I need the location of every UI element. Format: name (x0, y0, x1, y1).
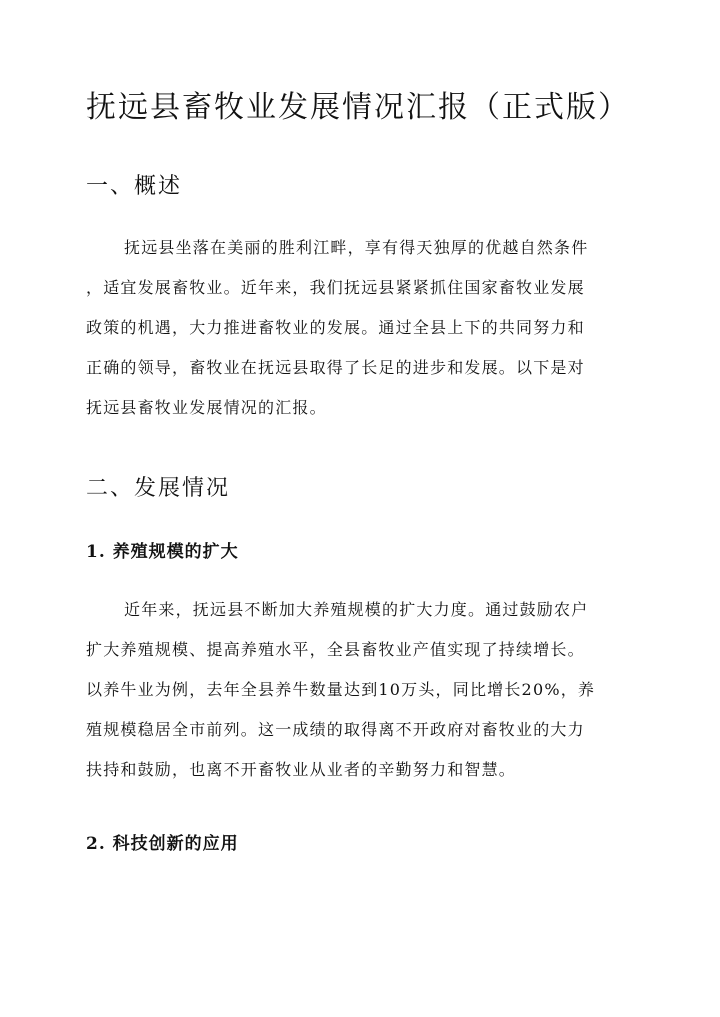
paragraph-line: 政策的机遇，大力推进畜牧业的发展。通过全县上下的共同努力和 (86, 318, 585, 337)
paragraph-line: 正确的领导，畜牧业在抚远县取得了长足的进步和发展。以下是对 (86, 358, 585, 377)
paragraph-line: 抚远县畜牧业发展情况的汇报。 (86, 398, 327, 417)
overview-paragraph (86, 228, 634, 428)
paragraph-line: 殖规模稳居全市前列。这一成绩的取得离不开政府对畜牧业的大力 (86, 720, 585, 739)
subsection-heading-scale: 1. 养殖规模的扩大 (86, 542, 239, 562)
paragraph-line: 以养牛业为例，去年全县养牛数量达到10万头，同比增长20%，养 (86, 680, 596, 699)
section-heading-overview: 一、概述 (86, 174, 183, 199)
paragraph-line: 近年来，抚远县不断加大养殖规模的扩大力度。通过鼓励农户 (124, 600, 589, 619)
paragraph-line: 扩大养殖规模、提高养殖水平，全县畜牧业产值实现了持续增长。 (86, 640, 585, 659)
paragraph-line: 抚远县坐落在美丽的胜利江畔，享有得天独厚的优越自然条件 (124, 238, 589, 257)
document-title: 抚远县畜牧业发展情况汇报（正式版） (86, 90, 630, 125)
paragraph-line: ，适宜发展畜牧业。近年来，我们抚远县紧紧抓住国家畜牧业发展 (86, 278, 585, 297)
section-heading-development: 二、发展情况 (86, 476, 231, 501)
scale-paragraph (86, 590, 634, 790)
subsection-heading-technology: 2. 科技创新的应用 (86, 834, 239, 854)
paragraph-line: 扶持和鼓励，也离不开畜牧业从业者的辛勤努力和智慧。 (86, 760, 517, 779)
